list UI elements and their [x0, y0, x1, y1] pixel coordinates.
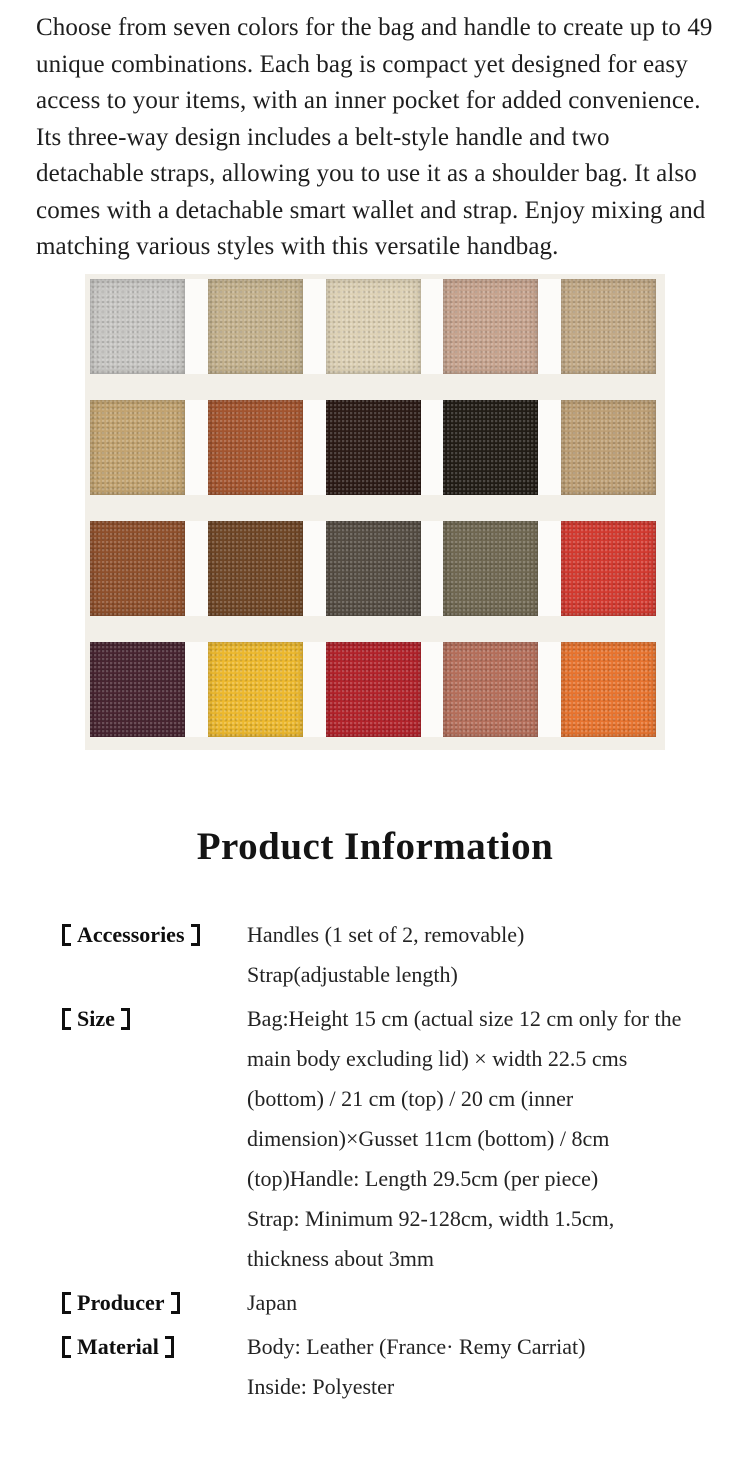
info-value-line: Inside: Polyester	[247, 1373, 395, 1399]
color-swatch-r1c3	[326, 279, 421, 374]
color-swatch-r3c2	[208, 521, 303, 616]
info-value	[247, 1283, 692, 1323]
info-label-text: Material	[77, 1333, 159, 1359]
info-value-line: Strap(adjustable length)	[247, 961, 458, 987]
color-swatch-r2c3	[326, 400, 421, 495]
color-swatch-r1c1	[90, 279, 185, 374]
page-content	[0, 10, 750, 1407]
color-swatch-grid	[85, 274, 665, 750]
right-lenticular-bracket	[121, 1008, 130, 1030]
color-swatch-r4c3	[326, 642, 421, 737]
right-lenticular-bracket	[191, 924, 200, 946]
info-row-2	[62, 999, 750, 1279]
color-swatch-r1c2	[208, 279, 303, 374]
left-lenticular-bracket	[62, 924, 71, 946]
intro-paragraph: Choose from seven colors for the bag and handle to create up to 49 unique combinations. Each bag is compact yet designed for easy access to your items, with an inner pocket for added convenience. Its three-way design includes a belt-style handle and two detachable straps, allowing you to use it as a shoulder bag. It also comes with a detachable smart wallet and strap. Enjoy mixing and matching various styles with this versatile handbag.	[36, 14, 713, 260]
info-value	[247, 1327, 692, 1407]
color-swatch-r3c1	[90, 521, 185, 616]
info-label	[62, 1283, 247, 1323]
product-information-title: Product Information	[196, 824, 554, 868]
info-value	[247, 999, 692, 1279]
info-label	[62, 999, 247, 1279]
info-row-1	[62, 915, 750, 995]
color-swatch-r4c4	[443, 642, 538, 737]
right-lenticular-bracket	[171, 1292, 180, 1314]
info-value-line: Strap: Minimum 92-128cm, width 1.5cm, thickness about 3mm	[247, 1205, 615, 1271]
info-label-text: Producer	[77, 1289, 165, 1315]
left-lenticular-bracket	[62, 1008, 71, 1030]
color-swatch-r2c4	[443, 400, 538, 495]
info-label-text: Size	[77, 1005, 115, 1031]
color-swatch-r3c3	[326, 521, 421, 616]
color-swatch-r1c4	[443, 279, 538, 374]
product-page	[0, 10, 750, 1483]
swatch-row-4	[90, 642, 656, 737]
info-label	[62, 1327, 247, 1407]
info-label	[62, 915, 247, 995]
color-swatch-r3c4	[443, 521, 538, 616]
swatch-row-2	[90, 400, 656, 495]
color-swatch-r1c5	[561, 279, 656, 374]
color-swatch-r4c2	[208, 642, 303, 737]
right-lenticular-bracket	[165, 1336, 174, 1358]
info-value-line: Bag:Height 15 cm (actual size 12 cm only for the main body excluding lid) × width 22.5 cms (bottom) / 21 cm (top) / 20 cm (inner dimension)×Gusset 11cm (bottom) / 8cm (top)Handle: Length 29.5cm (per piece)	[247, 1005, 682, 1191]
color-swatch-r2c2	[208, 400, 303, 495]
color-swatch-r4c1	[90, 642, 185, 737]
color-swatch-r3c5	[561, 521, 656, 616]
left-lenticular-bracket	[62, 1292, 71, 1314]
swatch-row-3	[90, 521, 656, 616]
info-label-text: Accessories	[77, 921, 185, 947]
info-value-line: Japan	[247, 1289, 298, 1315]
info-value	[247, 915, 692, 995]
product-info-list	[62, 915, 750, 1407]
swatch-row-1	[90, 279, 656, 374]
color-swatch-r2c5	[561, 400, 656, 495]
info-row-3	[62, 1283, 750, 1323]
info-row-4	[62, 1327, 750, 1407]
left-lenticular-bracket	[62, 1336, 71, 1358]
color-swatch-r4c5	[561, 642, 656, 737]
info-value-line: Handles (1 set of 2, removable)	[247, 921, 525, 947]
info-value-line: Body: Leather (France· Remy Carriat)	[247, 1333, 586, 1359]
color-swatch-r2c1	[90, 400, 185, 495]
